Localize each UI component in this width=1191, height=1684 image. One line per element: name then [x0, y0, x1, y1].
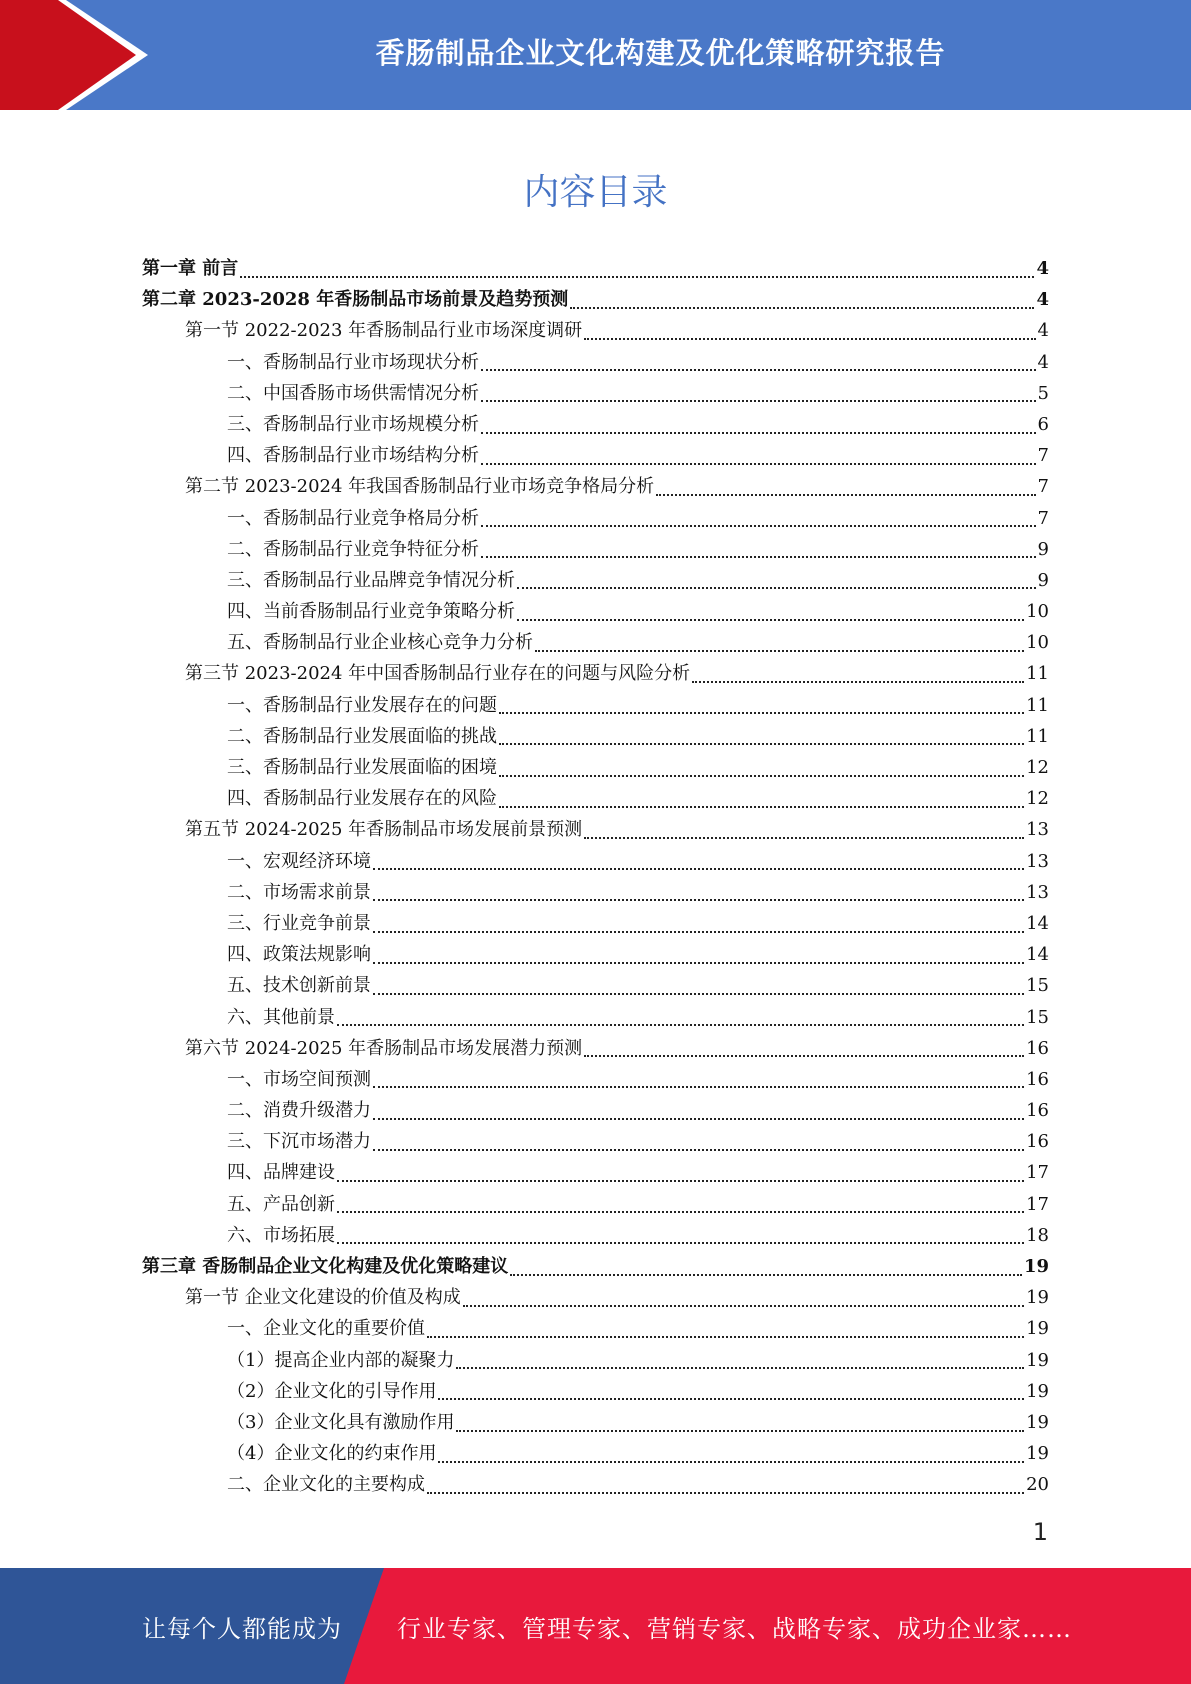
- toc-entry-page: 19: [1026, 1443, 1049, 1465]
- page-header: [0, 0, 1191, 110]
- toc-dot-leader: [373, 899, 1024, 901]
- toc-dot-leader: [517, 619, 1024, 621]
- toc-entry-title: 第三章 香肠制品企业文化构建及优化策略建议: [142, 1256, 509, 1277]
- toc-dot-leader: [481, 525, 1036, 527]
- toc-dot-leader: [481, 556, 1036, 558]
- toc-entry-page: 9: [1037, 569, 1049, 591]
- toc-entry-title: 一、香肠制品行业发展存在的问题: [227, 694, 497, 716]
- toc-entry-page: 7: [1037, 445, 1049, 467]
- toc-entry[interactable]: [142, 970, 1049, 1001]
- toc-entry-title: （1）提高企业内部的凝聚力: [227, 1349, 455, 1371]
- toc-dot-leader: [481, 432, 1036, 434]
- toc-entry-title: 第二章 2023-2028 年香肠制品市场前景及趋势预测: [142, 289, 569, 311]
- toc-entry[interactable]: [142, 783, 1049, 814]
- toc-entry-page: 12: [1026, 757, 1049, 778]
- toc-entry-title: 四、政策法规影响: [227, 944, 371, 966]
- toc-entry-title: 三、香肠制品行业市场规模分析: [227, 413, 479, 435]
- toc-entry-page: 17: [1026, 1193, 1049, 1215]
- toc-dot-leader: [481, 463, 1036, 465]
- toc-entry-title: 三、香肠制品行业品牌竞争情况分析: [227, 569, 515, 591]
- toc-entry[interactable]: [142, 939, 1049, 970]
- toc-dot-leader: [481, 369, 1036, 371]
- toc-entry-page: 10: [1026, 601, 1049, 623]
- toc-entry[interactable]: [142, 690, 1049, 721]
- toc-entry-title: 四、香肠制品行业发展存在的风险: [227, 788, 497, 810]
- toc-entry[interactable]: [142, 721, 1049, 752]
- toc-entry-page: 4: [1036, 289, 1049, 311]
- toc-entry-page: 7: [1037, 507, 1049, 529]
- toc-dot-leader: [438, 1461, 1024, 1463]
- toc-entry-page: 16: [1026, 1068, 1049, 1090]
- toc-entry[interactable]: [142, 1002, 1049, 1033]
- toc-entry-title: 二、消费升级潜力: [227, 1100, 371, 1122]
- toc-entry-title: 五、产品创新: [227, 1193, 335, 1215]
- page-footer: [0, 1568, 1191, 1684]
- toc-entry[interactable]: [142, 565, 1049, 596]
- toc-entry-title: 四、当前香肠制品行业竞争策略分析: [227, 601, 515, 623]
- toc-dot-leader: [535, 650, 1024, 652]
- toc-dot-leader: [510, 1274, 1022, 1276]
- toc-entry-page: 16: [1026, 1100, 1049, 1122]
- toc-entry[interactable]: [142, 1251, 1049, 1282]
- toc-dot-leader: [463, 1305, 1024, 1307]
- toc-entry-page: 18: [1026, 1224, 1049, 1246]
- toc-entry-page: 19: [1026, 1411, 1049, 1433]
- toc-entry[interactable]: [142, 1345, 1049, 1376]
- toc-entry-title: 一、香肠制品行业竞争格局分析: [227, 507, 479, 529]
- toc-entry-title: 第一节 2022-2023 年香肠制品行业市场深度调研: [185, 320, 583, 342]
- toc-entry[interactable]: [142, 1189, 1049, 1220]
- toc-entry[interactable]: [142, 503, 1049, 534]
- toc-entry[interactable]: [142, 1438, 1049, 1469]
- page-number: 1: [1032, 1518, 1048, 1546]
- toc-dot-leader: [456, 1430, 1024, 1432]
- toc-entry-page: 9: [1037, 538, 1049, 560]
- toc-dot-leader: [584, 837, 1024, 839]
- toc-entry[interactable]: [142, 284, 1049, 315]
- toc-entry-title: 第三节 2023-2024 年中国香肠制品行业存在的问题与风险分析: [185, 663, 691, 685]
- toc-dot-leader: [240, 276, 1034, 278]
- toc-entry[interactable]: [142, 1157, 1049, 1188]
- toc-dot-leader: [584, 338, 1035, 340]
- toc-entry-title: 二、香肠制品行业竞争特征分析: [227, 538, 479, 560]
- toc-entry-page: 4: [1036, 258, 1049, 279]
- toc-entry[interactable]: [142, 627, 1049, 658]
- toc-heading: 内容目录: [523, 172, 668, 213]
- toc-entry-title: 一、企业文化的重要价值: [227, 1318, 425, 1340]
- toc-dot-leader: [373, 1118, 1024, 1120]
- footer-slogan-left: 让每个人都能成为: [142, 1614, 342, 1643]
- report-title: 香肠制品企业文化构建及优化策略研究报告: [375, 35, 946, 70]
- toc-dot-leader: [499, 743, 1024, 745]
- toc-dot-leader: [438, 1398, 1024, 1400]
- toc-entry-title: 三、下沉市场潜力: [227, 1131, 371, 1153]
- toc-entry[interactable]: [142, 846, 1049, 877]
- toc-entry-title: 第一节 企业文化建设的价值及构成: [185, 1287, 461, 1309]
- toc-entry[interactable]: [142, 1407, 1049, 1438]
- toc-entry-page: 19: [1026, 1349, 1049, 1371]
- toc-entry-page: 13: [1026, 881, 1049, 903]
- toc-entry-page: 17: [1026, 1162, 1049, 1184]
- toc-entry[interactable]: [142, 409, 1049, 440]
- toc-entry-title: 五、技术创新前景: [227, 975, 371, 997]
- toc-entry-page: 5: [1037, 382, 1049, 404]
- toc-entry-page: 11: [1026, 663, 1049, 685]
- toc-entry-page: 16: [1026, 1037, 1049, 1059]
- toc-dot-leader: [337, 1180, 1024, 1182]
- toc-dot-leader: [570, 307, 1034, 309]
- toc-entry-page: 11: [1026, 725, 1049, 747]
- toc-entry[interactable]: [142, 877, 1049, 908]
- toc-dot-leader: [584, 1055, 1024, 1057]
- toc-entry-title: 第六节 2024-2025 年香肠制品市场发展潜力预测: [185, 1037, 583, 1059]
- toc-entry-title: 二、香肠制品行业发展面临的挑战: [227, 725, 497, 747]
- toc-dot-leader: [481, 400, 1036, 402]
- toc-entry[interactable]: [142, 378, 1049, 409]
- toc-entry-title: （4）企业文化的约束作用: [227, 1443, 437, 1465]
- toc-entry-title: 二、企业文化的主要构成: [227, 1474, 425, 1496]
- toc-entry[interactable]: [142, 1469, 1049, 1500]
- toc-entry-page: 14: [1026, 944, 1049, 966]
- toc-entry-title: 一、香肠制品行业市场现状分析: [227, 351, 479, 373]
- toc-dot-leader: [427, 1336, 1024, 1338]
- toc-entry-page: 16: [1026, 1131, 1049, 1153]
- toc-entry-page: 20: [1026, 1474, 1049, 1496]
- toc-dot-leader: [692, 681, 1024, 683]
- toc-entry-page: 19: [1026, 1287, 1049, 1309]
- toc-entry[interactable]: [142, 1220, 1049, 1251]
- toc-entry-page: 6: [1037, 413, 1049, 435]
- toc-dot-leader: [517, 587, 1036, 589]
- toc-entry-title: 六、其他前景: [227, 1006, 335, 1028]
- toc-entry-title: 五、香肠制品行业企业核心竞争力分析: [227, 632, 533, 654]
- toc-entry-title: 四、品牌建设: [227, 1162, 335, 1184]
- toc-dot-leader: [373, 1149, 1024, 1151]
- toc-entry-title: 三、行业竞争前景: [227, 912, 371, 934]
- toc-dot-leader: [499, 806, 1024, 808]
- toc-entry-page: 15: [1026, 1006, 1049, 1028]
- toc-entry[interactable]: [142, 1282, 1049, 1313]
- toc-entry-title: 第五节 2024-2025 年香肠制品市场发展前景预测: [185, 819, 583, 841]
- toc-entry[interactable]: [142, 814, 1049, 845]
- toc-dot-leader: [373, 868, 1024, 870]
- toc-entry-title: 二、市场需求前景: [227, 881, 371, 903]
- toc-dot-leader: [373, 931, 1024, 933]
- toc-entry-page: 12: [1026, 788, 1049, 810]
- toc-entry-page: 13: [1026, 819, 1049, 841]
- toc-entry-page: 19: [1026, 1318, 1049, 1340]
- toc-entry[interactable]: [142, 440, 1049, 471]
- toc-entry-title: 六、市场拓展: [227, 1224, 335, 1246]
- toc-dot-leader: [373, 1086, 1024, 1088]
- toc-entry-page: 7: [1037, 476, 1049, 498]
- toc-entry[interactable]: [142, 1126, 1049, 1157]
- toc-dot-leader: [337, 1242, 1024, 1244]
- toc-entry-title: 二、中国香肠市场供需情况分析: [227, 382, 479, 404]
- toc-entry-page: 11: [1026, 694, 1049, 716]
- footer-slogan-right: 行业专家、管理专家、营销专家、战略专家、成功企业家……: [397, 1614, 1072, 1643]
- toc-entry[interactable]: [142, 253, 1049, 284]
- toc-entry[interactable]: [142, 471, 1049, 502]
- toc-entry-title: 四、香肠制品行业市场结构分析: [227, 445, 479, 467]
- toc-entry[interactable]: [142, 1095, 1049, 1126]
- toc-dot-leader: [373, 962, 1024, 964]
- toc-entry-page: 19: [1023, 1256, 1049, 1277]
- toc-entry[interactable]: [142, 534, 1049, 565]
- toc-entry-page: 15: [1026, 975, 1049, 997]
- toc-entry[interactable]: [142, 908, 1049, 939]
- toc-entry[interactable]: [142, 752, 1049, 783]
- toc-dot-leader: [456, 1367, 1024, 1369]
- toc-entry[interactable]: [142, 1313, 1049, 1344]
- toc-entry[interactable]: [142, 315, 1049, 346]
- toc-entry-title: 第一章 前言: [142, 258, 239, 279]
- toc-entry-title: 一、市场空间预测: [227, 1068, 371, 1090]
- toc-entry-title: 一、宏观经济环境: [227, 850, 371, 872]
- toc-entry-page: 10: [1026, 632, 1049, 654]
- toc-entry[interactable]: [142, 1376, 1049, 1407]
- toc-dot-leader: [337, 1024, 1024, 1026]
- toc-entry-title: （3）企业文化具有激励作用: [227, 1411, 455, 1433]
- toc-dot-leader: [337, 1211, 1024, 1213]
- table-of-contents: [142, 253, 1049, 1501]
- toc-dot-leader: [656, 494, 1035, 496]
- toc-entry-page: 4: [1037, 351, 1049, 373]
- toc-entry-page: 14: [1026, 912, 1049, 934]
- toc-entry-title: （2）企业文化的引导作用: [227, 1380, 437, 1402]
- toc-entry[interactable]: [142, 596, 1049, 627]
- toc-dot-leader: [427, 1492, 1024, 1494]
- toc-dot-leader: [373, 993, 1024, 995]
- toc-entry-page: 19: [1026, 1380, 1049, 1402]
- toc-entry[interactable]: [142, 1033, 1049, 1064]
- toc-entry-page: 13: [1026, 850, 1049, 872]
- toc-entry-title: 第二节 2023-2024 年我国香肠制品行业市场竞争格局分析: [185, 476, 655, 498]
- toc-entry[interactable]: [142, 1064, 1049, 1095]
- toc-entry-title: 三、香肠制品行业发展面临的困境: [227, 757, 497, 778]
- toc-entry[interactable]: [142, 658, 1049, 689]
- toc-entry[interactable]: [142, 347, 1049, 378]
- toc-dot-leader: [499, 775, 1024, 777]
- toc-entry-page: 4: [1037, 320, 1049, 342]
- toc-dot-leader: [499, 712, 1024, 714]
